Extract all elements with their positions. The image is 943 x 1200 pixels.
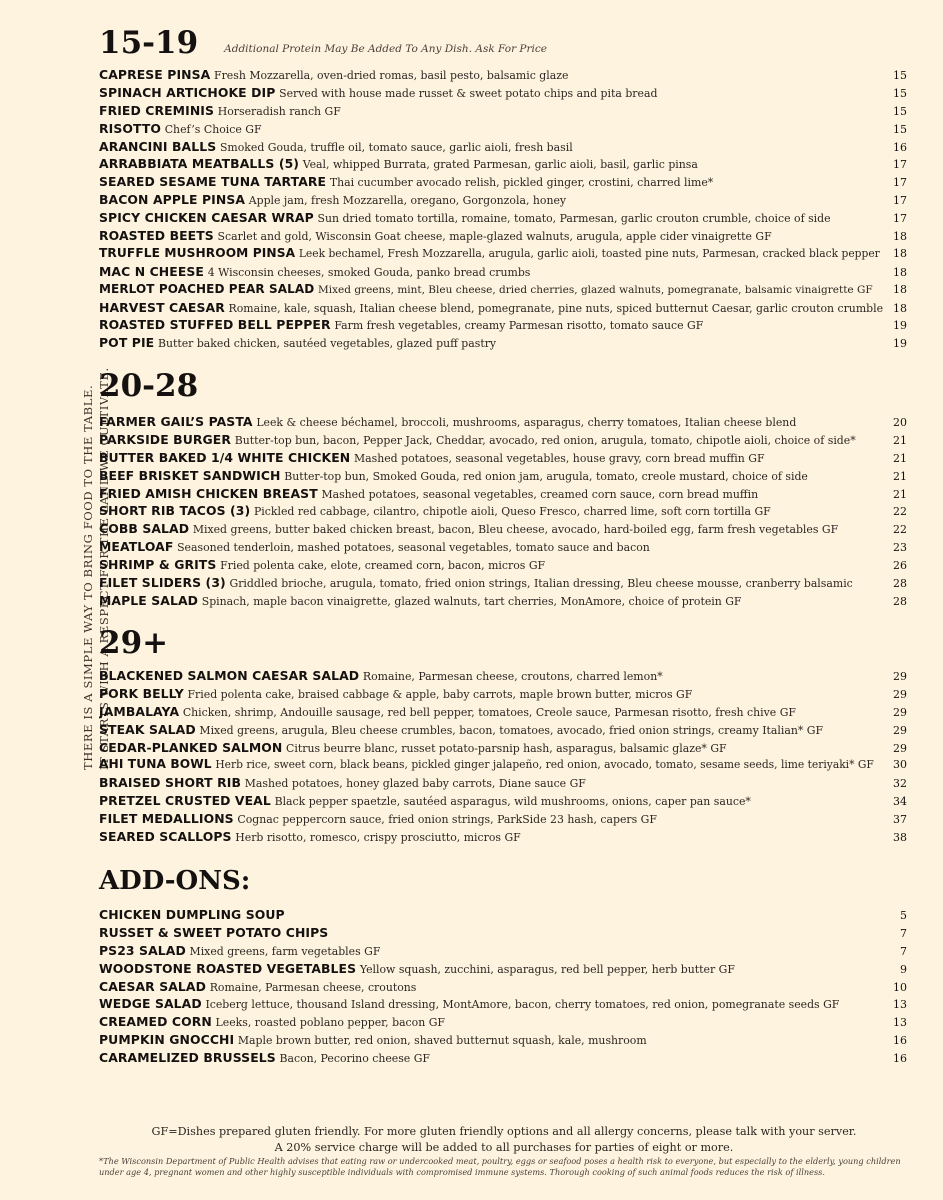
menu-item-text — [99, 245, 885, 263]
menu-item-name: ROASTED BEETS — [99, 228, 214, 244]
menu-item-name: JAMBALAYA — [99, 703, 180, 719]
menu-item-price: 32 — [893, 777, 907, 791]
menu-item — [99, 120, 907, 138]
menu-item-text — [99, 810, 885, 829]
menu-item — [99, 316, 907, 334]
menu-item-description: Pickled red cabbage, cilantro, chipotle aioli, Queso Fresco, charred lime, soft corn tortilla GF — [253, 505, 771, 519]
menu-item-description: Mashed potatoes, honey glazed baby carrots, Diane sauce GF — [244, 777, 586, 791]
menu-item-price: 29 — [893, 670, 907, 683]
menu-item-text — [99, 942, 885, 961]
menu-item-text — [99, 485, 885, 504]
menu-item-description: Seasoned tenderloin, mashed potatoes, seasonal vegetables, tomato sauce and bacon — [177, 541, 650, 555]
menu-item-name: TRUFFLE MUSHROOM PINSA — [99, 245, 296, 260]
menu-item-description: Mashed potatoes, seasonal vegetables, house gravy, corn bread muffin GF — [353, 451, 765, 465]
menu-item-description: Herb rice, sweet corn, black beans, pickled ginger jalapeño, red onion, avocado, tomato, sesame seeds, lime teriyaki* GF — [215, 758, 874, 772]
menu-item-price: 18 — [893, 282, 907, 296]
menu-list — [99, 906, 907, 1067]
menu-item-description: Mixed greens, farm vegetables GF — [189, 944, 381, 958]
menu-item-price: 20 — [893, 416, 907, 429]
menu-item — [99, 906, 907, 924]
menu-item-price: 13 — [893, 998, 907, 1012]
menu-item-text — [99, 574, 885, 593]
menu-item — [99, 756, 907, 774]
menu-item-text — [99, 739, 885, 758]
menu-item — [99, 209, 907, 227]
menu-item — [99, 960, 907, 978]
menu-item-name: BACON APPLE PINSA — [99, 192, 246, 208]
menu-item — [99, 449, 907, 467]
section-29-plus — [99, 625, 907, 846]
menu-item — [99, 520, 907, 538]
menu-item-description: Served with house made russet & sweet potato chips and pita bread — [279, 86, 658, 100]
menu-item-price: 17 — [893, 176, 907, 190]
menu-item-price: 17 — [893, 212, 907, 226]
menu-item-text — [99, 538, 885, 557]
menu-item-price: 15 — [893, 122, 907, 136]
menu-item-description: Horseradish ranch GF — [217, 104, 341, 118]
menu-item — [99, 721, 907, 739]
menu-item-description: Griddled brioche, arugula, tomato, fried onion strings, Italian dressing, Bleu cheese mousse, cranberry balsamic — [229, 577, 853, 591]
menu-item-text — [99, 1013, 885, 1032]
menu-item-text — [99, 120, 885, 139]
menu-item — [99, 667, 907, 685]
menu-item-description: Chef’s Choice GF — [164, 122, 262, 136]
menu-item-name: BRAISED SHORT RIB — [99, 775, 242, 791]
menu-item-price: 7 — [900, 926, 907, 940]
menu-item-text — [99, 667, 885, 686]
menu-item-name: SPICY CHICKEN CAESAR WRAP — [99, 210, 314, 226]
menu-item-text — [99, 774, 885, 793]
menu-item-price: 28 — [893, 577, 907, 591]
menu-item-price: 7 — [900, 944, 907, 958]
menu-list — [99, 667, 907, 846]
menu-item-name: ARRABBIATA MEATBALLS (5) — [99, 156, 300, 172]
menu-item-name: MAC N CHEESE — [99, 263, 204, 279]
menu-item-price: 30 — [893, 758, 907, 772]
menu-item-description: Mixed greens, mint, Bleu cheese, dried cherries, glazed walnuts, pomegranate, balsamic vinaigrette GF — [318, 283, 873, 296]
menu-item — [99, 84, 907, 102]
menu-item — [99, 828, 907, 846]
menu-item-name: RISOTTO — [99, 120, 162, 136]
menu-item-description: Leeks, roasted poblano pepper, bacon GF — [215, 1016, 445, 1030]
menu-item-name: MEATLOAF — [99, 539, 174, 555]
menu-item-description: Apple jam, fresh Mozzarella, oregano, Gorgonzola, honey — [248, 194, 567, 208]
menu-item-description: Romaine, Parmesan cheese, croutons, charred lemon* — [362, 670, 663, 683]
menu-item-name: FRIED AMISH CHICKEN BREAST — [99, 485, 318, 501]
menu-item — [99, 263, 907, 281]
menu-item-description: Butter baked chicken, sautéed vegetables, glazed puff pastry — [157, 337, 497, 351]
menu-item-name: FILET MEDALLIONS — [99, 811, 234, 827]
menu-item-description: Butter-top bun, Smoked Gouda, red onion jam, arugula, tomato, creole mustard, choice of side — [284, 469, 808, 483]
menu-item-text — [99, 209, 885, 228]
menu-item-price: 37 — [893, 813, 907, 827]
menu-item — [99, 538, 907, 556]
menu-item — [99, 592, 907, 610]
menu-item-text — [99, 66, 885, 85]
menu-item-description: Smoked Gouda, truffle oil, tomato sauce, garlic aioli, fresh basil — [219, 140, 573, 154]
menu-item-description: Fresh Mozzarella, oven-dried romas, basil pesto, balsamic glaze — [214, 69, 569, 82]
menu-item-description: Spinach, maple bacon vinaigrette, glazed walnuts, tart cherries, MonAmore, choice of protein GF — [201, 594, 742, 608]
menu-item-text — [99, 263, 885, 282]
menu-item-name: SHRIMP & GRITS — [99, 557, 217, 573]
menu-item-description: Citrus beurre blanc, russet potato-parsnip hash, asparagus, balsamic glaze* GF — [286, 741, 727, 755]
menu-item-name: WEDGE SALAD — [99, 996, 202, 1012]
menu-item-price: 23 — [893, 541, 907, 555]
menu-list — [99, 413, 907, 610]
footer — [99, 1124, 909, 1178]
menu-item-name: BLACKENED SALMON CAESAR SALAD — [99, 668, 360, 683]
menu-item-text — [99, 102, 885, 121]
menu-item-description: Veal, whipped Burrata, grated Parmesan, garlic aioli, basil, garlic pinsa — [302, 158, 698, 172]
menu-item-name: HARVEST CAESAR — [99, 299, 225, 315]
health-warning: *The Wisconsin Department of Public Health advises that eating raw or undercooked meat, poultry, eggs or seafood poses a health risk to everyone, but especially to the elderly, young children under age 4, pregnant women and other highly susceptible individuals with compromised immune systems. Thorough cooking of such animal foods reduces the risk of illness. — [99, 1156, 901, 1177]
menu-item-price: 21 — [893, 469, 907, 483]
menu-item-name: CAESAR SALAD — [99, 978, 206, 994]
menu-item-name: AHI TUNA BOWL — [99, 757, 212, 772]
menu-item-description: Fried polenta cake, elote, creamed corn, bacon, micros GF — [220, 559, 546, 573]
menu-item-price: 22 — [893, 505, 907, 519]
menu-item-name: PORK BELLY — [99, 685, 184, 701]
menu-item-name: PS23 SALAD — [99, 942, 186, 958]
menu-item-text — [99, 828, 885, 847]
menu-item — [99, 574, 907, 592]
menu-item-description: Chicken, shrimp, Andouille sausage, red bell pepper, tomatoes, Creole sauce, Parmesan risotto, fresh chive GF — [182, 705, 796, 719]
menu-item-name: FILET SLIDERS (3) — [99, 575, 226, 591]
section-note: Additional Protein May Be Added To Any Dish. Ask For Price — [224, 43, 547, 55]
menu-item-name: SHORT RIB TACOS (3) — [99, 503, 251, 519]
menu-item-text — [99, 792, 885, 811]
menu-item — [99, 1031, 907, 1049]
menu-item — [99, 485, 907, 503]
menu-item-description: Mixed greens, butter baked chicken breast, bacon, Bleu cheese, avocado, hard-boiled egg, farm fresh vegetables GF — [192, 523, 839, 537]
menu-item-price: 19 — [893, 319, 907, 333]
menu-item-name: ARANCINI BALLS — [99, 138, 217, 154]
menu-item-description: Leek & cheese béchamel, broccoli, mushrooms, asparagus, cherry tomatoes, Italian cheese blend — [256, 416, 797, 429]
menu-item-text — [99, 906, 885, 925]
section-title: 20-28 — [99, 368, 199, 404]
menu-item-price: 18 — [893, 301, 907, 315]
menu-item-text — [99, 960, 885, 979]
menu-item-text — [99, 520, 885, 539]
menu-item — [99, 556, 907, 574]
menu-item-description: Maple brown butter, red onion, shaved butternut squash, kale, mushroom — [237, 1034, 647, 1048]
menu-item — [99, 810, 907, 828]
menu-item-text — [99, 173, 885, 192]
menu-item — [99, 792, 907, 810]
menu-item-text — [99, 227, 885, 246]
menu-item-text — [99, 556, 885, 575]
menu-item — [99, 739, 907, 757]
menu-item-price: 17 — [893, 194, 907, 208]
menu-item-text — [99, 721, 885, 740]
menu-item — [99, 334, 907, 352]
menu-item-name: COBB SALAD — [99, 521, 190, 537]
section-title: 29+ — [99, 625, 169, 661]
menu-item-description: Bacon, Pecorino cheese GF — [279, 1052, 430, 1066]
menu-item-name: POT PIE — [99, 335, 155, 351]
menu-item-price: 9 — [900, 962, 907, 976]
menu-item — [99, 978, 907, 996]
menu-list — [99, 66, 907, 352]
menu-item-price: 21 — [893, 433, 907, 447]
menu-item — [99, 227, 907, 245]
menu-item-text — [99, 155, 885, 174]
menu-item-name: SEARED SCALLOPS — [99, 829, 232, 845]
menu-item-price: 16 — [893, 1052, 907, 1066]
menu-item-price: 18 — [893, 230, 907, 244]
menu-item-text — [99, 449, 885, 468]
menu-item-text — [99, 138, 885, 157]
menu-item-description: Thai cucumber avocado relish, pickled ginger, crostini, charred lime* — [329, 176, 714, 190]
menu-item-price: 34 — [893, 795, 907, 809]
service-charge-note: A 20% service charge will be added to all purchases for parties of eight or more. — [274, 1140, 734, 1154]
menu-item-price: 29 — [893, 723, 907, 737]
menu-item-description: Butter-top bun, bacon, Pepper Jack, Cheddar, avocado, red onion, arugula, tomato, chipotle aioli, choice of side* — [234, 433, 856, 447]
menu-item-text — [99, 924, 885, 943]
menu-item-description: Black pepper spaetzle, sautéed asparagus, wild mushrooms, onions, caper pan sauce* — [274, 795, 751, 809]
menu-item-price: 15 — [893, 86, 907, 100]
section-15-19 — [99, 25, 907, 352]
menu-item-name: PUMPKIN GNOCCHI — [99, 1032, 235, 1048]
menu-item — [99, 924, 907, 942]
menu-item — [99, 774, 907, 792]
menu-item — [99, 66, 907, 84]
menu-item-text — [99, 299, 885, 318]
menu-item — [99, 138, 907, 156]
side-tagline-line1: THERE IS A SIMPLE WAY TO BRING FOOD TO THE TABLE. — [81, 384, 95, 770]
menu-item-text — [99, 978, 885, 997]
menu-item-price: 29 — [893, 741, 907, 755]
gf-note: GF=Dishes prepared gluten friendly. For more gluten friendly options and all allergy concerns, please talk with your server. — [151, 1125, 857, 1138]
menu-item — [99, 245, 907, 263]
menu-item-text — [99, 995, 885, 1014]
menu-item-description: Mixed greens, arugula, Bleu cheese crumbles, bacon, tomatoes, avocado, fried onion strings, creamy Italian* GF — [199, 723, 824, 737]
menu-item-name: SEARED SESAME TUNA TARTARE — [99, 174, 327, 190]
menu-item-name: CEDAR-PLANKED SALMON — [99, 739, 283, 755]
menu-item — [99, 102, 907, 120]
menu-item — [99, 299, 907, 317]
menu-item — [99, 942, 907, 960]
menu-item-text — [99, 1049, 885, 1068]
menu-item-text — [99, 84, 885, 103]
menu-item-name: CAPRESE PINSA — [99, 67, 211, 82]
menu-item-price: 21 — [893, 451, 907, 465]
menu-item-price: 38 — [893, 831, 907, 845]
menu-item-price: 15 — [893, 104, 907, 118]
menu-item-price: 16 — [893, 1034, 907, 1048]
menu-item — [99, 995, 907, 1013]
menu-item-description: Fried polenta cake, braised cabbage & apple, baby carrots, maple brown butter, micros GF — [187, 687, 693, 701]
menu-item-name: FRIED CREMINIS — [99, 102, 215, 118]
menu-item-name: CARAMELIZED BRUSSELS — [99, 1050, 276, 1066]
menu-item-text — [99, 1031, 885, 1050]
menu-item-name: MERLOT POACHED PEAR SALAD — [99, 281, 315, 296]
menu-item — [99, 281, 907, 299]
menu-item-name: CHICKEN DUMPLING SOUP — [99, 907, 285, 922]
menu-item-description: Yellow squash, zucchini, asparagus, red bell pepper, herb butter GF — [359, 962, 735, 976]
menu-item-price: 26 — [893, 559, 907, 573]
menu-item-name: STEAK SALAD — [99, 721, 196, 737]
menu-item-text — [99, 413, 885, 432]
menu-item-text — [99, 703, 885, 722]
menu-item-name: FARMER GAIL’S PASTA — [99, 414, 253, 429]
menu-item-name: BEEF BRISKET SANDWICH — [99, 467, 281, 483]
menu-item — [99, 1049, 907, 1067]
menu-item — [99, 467, 907, 485]
menu-item-price: 29 — [893, 705, 907, 719]
menu-item — [99, 413, 907, 431]
menu-item — [99, 431, 907, 449]
menu-item-description: Scarlet and gold, Wisconsin Goat cheese, maple-glazed walnuts, arugula, apple cider vinaigrette GF — [217, 230, 772, 244]
section-add-ons — [99, 868, 907, 1067]
menu-item-text — [99, 191, 885, 210]
menu-item — [99, 155, 907, 173]
menu-item — [99, 191, 907, 209]
menu-item-name: CREAMED CORN — [99, 1014, 212, 1030]
menu-item — [99, 685, 907, 703]
menu-item-name: MAPLE SALAD — [99, 592, 199, 608]
menu-item-description: Romaine, kale, squash, Italian cheese blend, pomegranate, pine nuts, spiced butternut Caesar, garlic crouton crumble — [228, 301, 884, 315]
menu-item-description: 4 Wisconsin cheeses, smoked Gouda, panko bread crumbs — [207, 265, 531, 279]
menu-item-price: 17 — [893, 158, 907, 172]
menu-item-text — [99, 685, 885, 704]
menu-item-price: 15 — [893, 69, 907, 82]
menu-item-name: ROASTED STUFFED BELL PEPPER — [99, 317, 331, 333]
menu-item-price: 28 — [893, 594, 907, 608]
menu-item — [99, 703, 907, 721]
menu-item-price: 21 — [893, 487, 907, 501]
menu-item — [99, 1013, 907, 1031]
side-tagline-line2: IT STARTS WITH A RESPECT FOR THE LAND WE CULTIVATE. — [97, 367, 111, 770]
section-title: ADD-ONS: — [99, 866, 251, 896]
menu-item-text — [99, 334, 885, 353]
menu-item-name: SPINACH ARTICHOKE DIP — [99, 84, 276, 100]
menu-item-price: 29 — [893, 687, 907, 701]
menu-item-text — [99, 502, 885, 521]
menu-item-description: Romaine, Parmesan cheese, croutons — [209, 980, 417, 994]
menu-item — [99, 173, 907, 191]
menu-item-text — [99, 281, 885, 300]
menu-item-price: 13 — [893, 1016, 907, 1030]
menu-item-text — [99, 756, 885, 774]
section-title: 15-19 — [99, 25, 199, 61]
menu-item-price: 22 — [893, 523, 907, 537]
menu-item-text — [99, 467, 885, 486]
menu-item-name: BUTTER BAKED 1/4 WHITE CHICKEN — [99, 449, 351, 465]
menu-item-description: Iceberg lettuce, thousand Island dressing, MontAmore, bacon, cherry tomatoes, red onion, pomegranate seeds GF — [205, 998, 840, 1012]
menu-item-name: WOODSTONE ROASTED VEGETABLES — [99, 960, 357, 976]
menu-item-description: Leek bechamel, Fresh Mozzarella, arugula, garlic aioli, toasted pine nuts, Parmesan, cracked black pepper — [298, 246, 880, 260]
menu-item-price: 5 — [900, 909, 907, 922]
menu-item-text — [99, 592, 885, 611]
menu-item-price: 18 — [893, 246, 907, 260]
menu-item-price: 16 — [893, 140, 907, 154]
menu-item-description: Farm fresh vegetables, creamy Parmesan risotto, tomato sauce GF — [334, 319, 704, 333]
menu-item-description: Cognac peppercorn sauce, fried onion strings, ParkSide 23 hash, capers GF — [237, 813, 657, 827]
menu-item-description: Mashed potatoes, seasonal vegetables, creamed corn sauce, corn bread muffin — [321, 487, 759, 501]
menu-item-description: Herb risotto, romesco, crispy prosciutto, micros GF — [235, 831, 521, 845]
menu-item-price: 18 — [893, 265, 907, 279]
menu-item-price: 10 — [893, 980, 907, 994]
menu-item — [99, 502, 907, 520]
menu-item-name: RUSSET & SWEET POTATO CHIPS — [99, 924, 329, 940]
menu-item-description: Sun dried tomato tortilla, romaine, tomato, Parmesan, garlic crouton crumble, choice of side — [317, 212, 831, 226]
menu-item-name: PARKSIDE BURGER — [99, 431, 231, 447]
menu-item-text — [99, 316, 885, 335]
section-20-28 — [99, 368, 907, 610]
menu-item-text — [99, 431, 885, 450]
menu-item-name: PRETZEL CRUSTED VEAL — [99, 793, 271, 809]
menu-item-price: 19 — [893, 337, 907, 351]
